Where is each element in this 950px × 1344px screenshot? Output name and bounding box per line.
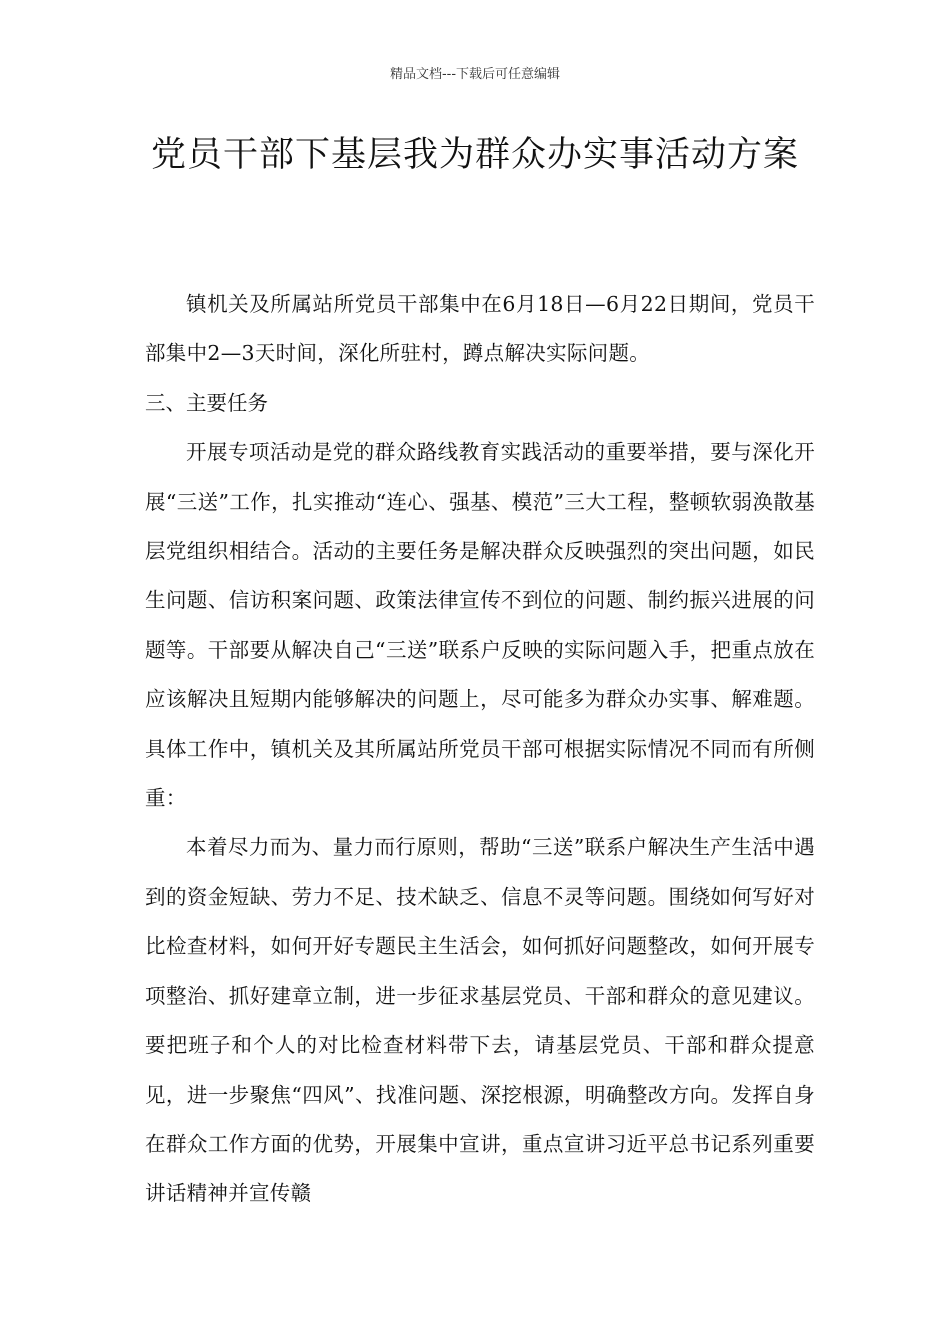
- intro-paragraph: 镇机关及所属站所党员干部集中在6月18日—6月22日期间，党员干部集中2—3天时间，深化所驻村，蹲点解决实际问题。: [145, 292, 815, 366]
- document-body: [145, 280, 815, 1219]
- main-tasks-paragraph: 开展专项活动是党的群众路线教育实践活动的重要举措，要与深化开展“三送”工作，扎实推动“连心、强基、模范”三大工程，整顿软弱涣散基层党组织相结合。活动的主要任务是解决群众反映强烈的突出问题，如民生问题、信访积案问题、政策法律宣传不到位的问题、制约振兴进展的问题等。干部要从解决自己“三送”联系户反映的实际问题入手，把重点放在应该解决且短期内能够解决的问题上，尽可能多为群众办实事、解难题。具体工作中，镇机关及其所属站所党员干部可根据实际情况不同而有所侧重：: [145, 440, 815, 811]
- document-title: 党员干部下基层我为群众办实事活动方案: [150, 135, 799, 175]
- assistance-paragraph: 本着尽力而为、量力而行原则，帮助“三送”联系户解决生产生活中遇到的资金短缺、劳力不足、技术缺乏、信息不灵等问题。围绕如何写好对比检查材料，如何开好专题民主生活会，如何抓好问题整改，如何开展专项整治、抓好建章立制，进一步征求基层党员、干部和群众的意见建议。要把班子和个人的对比检查材料带下去，请基层党员、干部和群众提意见，进一步聚焦“四风”、找准问题、深挖根源，明确整改方向。发挥自身在群众工作方面的优势，开展集中宣讲，重点宣讲习近平总书记系列重要讲话精神并宣传赣: [145, 835, 815, 1206]
- page-header-note: 精品文档---下载后可任意编辑: [389, 67, 561, 82]
- section-heading-main-tasks: 三、主要任务: [145, 390, 268, 415]
